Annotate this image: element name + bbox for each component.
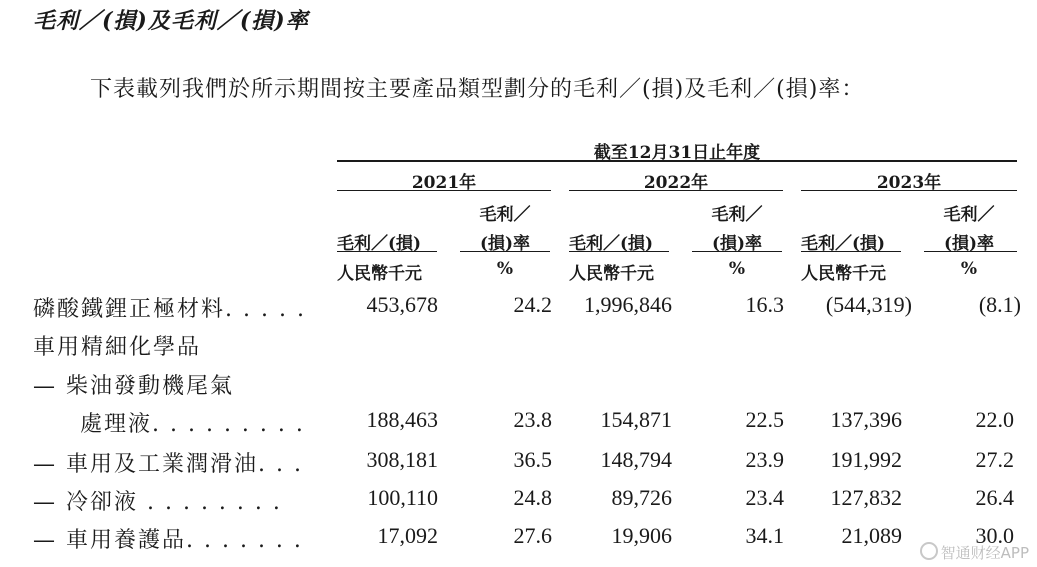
label-rule [569,251,669,252]
row-label-auto-chemicals: 車用精細化學品 [33,335,202,360]
profit-label-2023: 毛利／(損) [801,234,886,254]
margin-label-bottom-2021: (損)率 [479,234,531,254]
year-rule-2021 [337,190,551,191]
year-rule-2023 [801,190,1017,191]
table-cell: 27.6 [513,523,552,548]
table-cell: 188,463 [366,407,438,432]
year-rule-2022 [569,190,783,191]
row-label-treatment-fluid: 處理液. . . . . . . . . [80,412,305,437]
margin-label-top-2022: 毛利／ [711,205,763,225]
table-cell: 23.9 [745,447,784,472]
table-cell: 27.2 [975,447,1014,472]
watermark-text: 智通财经APP [940,544,1029,562]
watermark-logo-icon [920,542,938,560]
profit-label-2021: 毛利／(損) [337,234,422,254]
year-header-2021: 2021年 [411,173,477,193]
watermark [920,542,1029,563]
table-cell: 100,110 [367,485,438,510]
table-cell: 24.8 [513,485,552,510]
table-cell: 22.5 [745,407,784,432]
unit-currency-2023: 人民幣千元 [801,264,886,284]
section-heading: 毛利／(損)及毛利／(損)率 [33,8,309,34]
profit-label-2022: 毛利／(損) [569,234,654,254]
table-cell: 26.4 [975,485,1014,510]
period-rule [337,160,1017,162]
table-cell: 154,871 [600,407,672,432]
margin-label-bottom-2022: (損)率 [711,234,763,254]
intro-paragraph: 下表載列我們於所示期間按主要產品類型劃分的毛利／(損)及毛利／(損)率： [90,77,865,102]
table-cell: 23.8 [513,407,552,432]
label-rule [460,251,550,252]
row-label-lfp: 磷酸鐵鋰正極材料. . . . . [33,297,306,322]
unit-percent-2023: % [960,259,978,279]
year-header-2023: 2023年 [876,173,942,193]
unit-percent-2022: % [728,259,746,279]
table-cell: 16.3 [745,292,784,317]
table-cell: 17,092 [377,523,438,548]
table-cell: (544,319) [825,292,912,317]
unit-percent-2021: % [496,259,514,279]
table-cell: 23.4 [745,485,784,510]
unit-currency-2021: 人民幣千元 [337,264,422,284]
label-rule [692,251,782,252]
table-cell: 453,678 [366,292,438,317]
table-cell: 89,726 [611,485,672,510]
table-cell: 21,089 [841,523,902,548]
row-label-lubricants: — 車用及工業潤滑油. . . [33,452,303,477]
row-label-car-care: — 車用養護品. . . . . . . [33,528,303,553]
row-label-coolant: — 冷卻液 . . . . . . . . [33,490,282,515]
table-cell: 1,996,846 [584,292,672,317]
year-header-2022: 2022年 [643,173,709,193]
table-cell: 30.0 [975,523,1014,548]
table-cell: (8.1) [978,292,1021,317]
table-cell: 191,992 [830,447,902,472]
table-cell: 148,794 [600,447,672,472]
margin-label-top-2021: 毛利／ [479,205,531,225]
row-label-diesel-exhaust: — 柴油發動機尾氣 [33,374,234,399]
table-cell: 137,396 [830,407,902,432]
table-cell: 127,832 [830,485,902,510]
table-cell: 36.5 [513,447,552,472]
margin-label-bottom-2023: (損)率 [943,234,995,254]
table-cell: 19,906 [611,523,672,548]
label-rule [801,251,901,252]
table-cell: 308,181 [366,447,438,472]
table-cell: 34.1 [745,523,784,548]
label-rule [924,251,1017,252]
label-rule [337,251,437,252]
table-cell: 22.0 [975,407,1014,432]
margin-label-top-2023: 毛利／ [943,205,995,225]
unit-currency-2022: 人民幣千元 [569,264,654,284]
table-cell: 24.2 [513,292,552,317]
period-header: 截至12月31日止年度 [593,143,761,163]
